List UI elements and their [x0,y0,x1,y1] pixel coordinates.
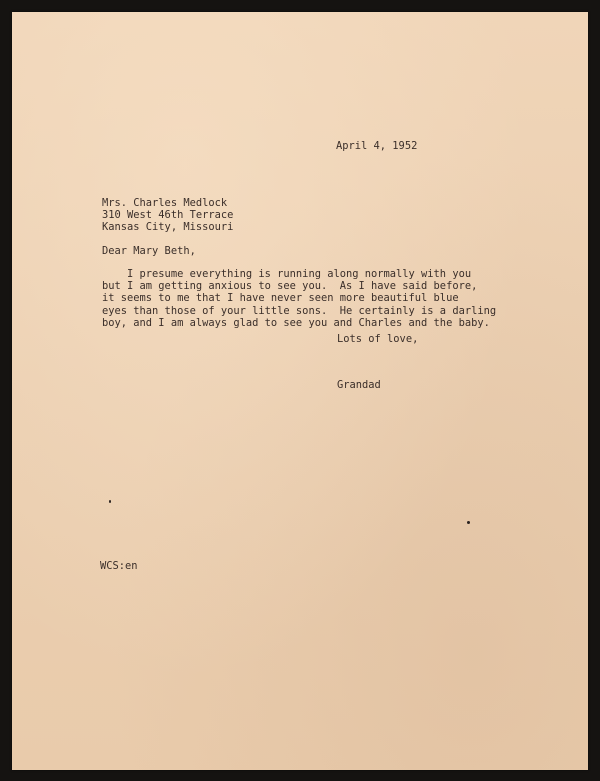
body-line: boy, and I am always glad to see you and Charles and the baby. [102,316,490,329]
body-line: it seems to me that I have never seen more beautiful blue [102,292,459,305]
body-line: eyes than those of your little sons. He certainly is a darling [102,304,497,317]
address-line-name: Mrs. Charles Medlock [102,197,228,209]
salutation: Dear Mary Beth, [102,245,196,257]
recipient-address [102,197,233,234]
letter-body [102,268,496,329]
paper-speck [109,500,111,503]
address-line-city: Kansas City, Missouri [102,221,234,234]
reference-initials: WCS:en [100,560,138,572]
body-line: I presume everything is running along normally with you [102,268,472,280]
letter-page [12,12,588,770]
address-line-street: 310 West 46th Terrace [102,209,234,222]
letter-date: April 4, 1952 [336,140,418,152]
paper-speck [467,521,470,524]
signature: Grandad [337,379,381,391]
body-line: but I am getting anxious to see you. As I have said before, [102,280,478,293]
closing: Lots of love, [337,333,419,345]
